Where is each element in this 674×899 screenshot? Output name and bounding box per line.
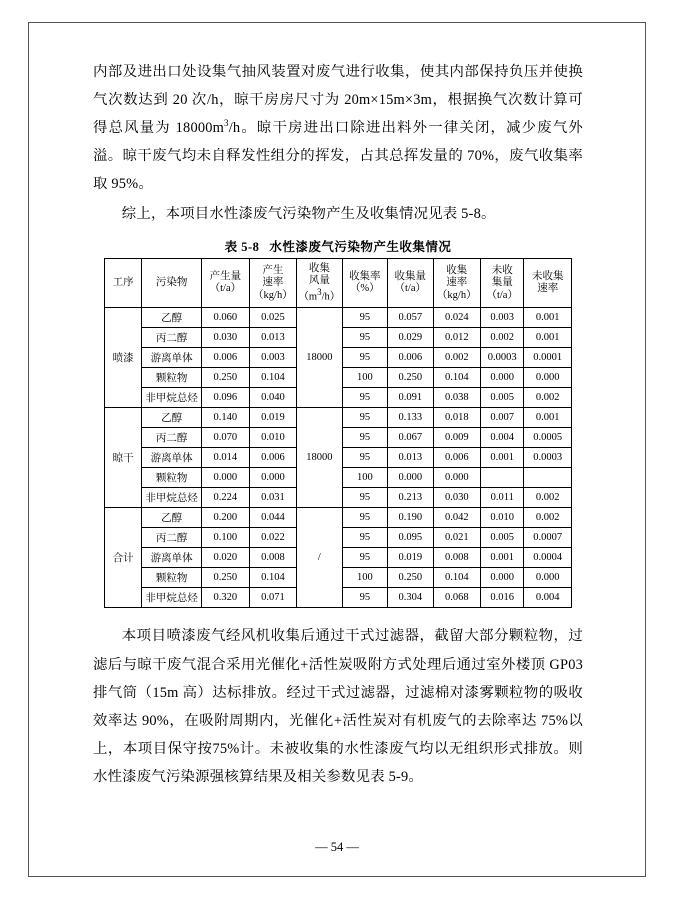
paragraph-3: 本项目喷漆废气经风机收集后通过干式过滤器，截留大部分颗粒物，过滤后与晾干废气混合采用光催化+活性炭吸附方式处理后通过室外楼顶 GP03 排气筒（15m 高）达标排放。经过干式过滤器，过滤棉对漆雾颗粒物的吸收效率达 90%，在吸附周期内，光催化+活性炭对有机废气的去除率达 75%以上，本项目保守按75%计。未被收集的水性漆废气均以无组织形式排放。则水性漆废气污染源强核算结果及相关参数见表 5-9。 — [93, 628, 583, 785]
table-cell-uncollect-amount: 0.001 — [481, 448, 524, 468]
table-cell-collect-rate: 0.104 — [433, 368, 481, 388]
table-cell-collect-rate: 0.021 — [433, 528, 481, 548]
table-cell-collect-rate: 0.042 — [433, 508, 481, 528]
table-cell-uncollect-rate: 0.001 — [524, 308, 572, 328]
table-cell-gen-rate: 0.019 — [249, 408, 297, 428]
table-cell-pollutant: 非甲烷总烃 — [142, 588, 202, 608]
table-cell-collect-rate: 0.030 — [433, 488, 481, 508]
table-cell-pollutant: 非甲烷总烃 — [142, 488, 202, 508]
header-pollutant: 污染物 — [142, 259, 202, 308]
table-cell-gen-amount: 0.096 — [202, 388, 250, 408]
table-cell-process: 晾干 — [105, 408, 142, 508]
table-cell-uncollect-rate: 0.002 — [524, 508, 572, 528]
table-caption — [93, 237, 583, 255]
table-cell-pollutant: 颗粒物 — [142, 368, 202, 388]
table-cell-uncollect-rate: 0.000 — [524, 568, 572, 588]
table-cell-pollutant: 非甲烷总烃 — [142, 388, 202, 408]
table-cell-uncollect-amount: 0.003 — [481, 308, 524, 328]
table-cell-pollutant: 丙二醇 — [142, 428, 202, 448]
table-cell-gen-amount: 0.014 — [202, 448, 250, 468]
table-cell-uncollect-amount: 0.005 — [481, 388, 524, 408]
header-gen-rate: 产生 速率 （kg/h） — [249, 259, 297, 308]
table-cell-gen-amount: 0.006 — [202, 348, 250, 368]
table-cell-gen-amount: 0.224 — [202, 488, 250, 508]
table-cell-collect-ratio: 95 — [342, 548, 387, 568]
table-cell-pollutant: 乙醇 — [142, 408, 202, 428]
header-gen-amount: 产生量 （t/a） — [202, 259, 250, 308]
table-cell-airflow: 18000 — [297, 408, 342, 508]
table-cell-collect-ratio: 95 — [342, 508, 387, 528]
header-process: 工序 — [105, 259, 142, 308]
table-cell-collect-ratio: 95 — [342, 448, 387, 468]
table-cell-gen-rate: 0.008 — [249, 548, 297, 568]
table-cell-pollutant: 颗粒物 — [142, 468, 202, 488]
table-cell-collect-amount: 0.057 — [388, 308, 433, 328]
table-cell-collect-ratio: 95 — [342, 488, 387, 508]
table-cell-collect-rate: 0.038 — [433, 388, 481, 408]
table-cell-collect-ratio: 95 — [342, 408, 387, 428]
table-cell-gen-amount: 0.020 — [202, 548, 250, 568]
table-cell-collect-rate: 0.024 — [433, 308, 481, 328]
table-cell-process: 合计 — [105, 508, 142, 608]
table-cell-collect-ratio: 95 — [342, 428, 387, 448]
table-cell-uncollect-amount: 0.004 — [481, 428, 524, 448]
table-cell-gen-amount: 0.200 — [202, 508, 250, 528]
table-cell-collect-amount: 0.019 — [388, 548, 433, 568]
table-label: 表 5-8 — [224, 240, 260, 255]
table-cell-uncollect-amount: 0.011 — [481, 488, 524, 508]
table-cell-collect-ratio: 100 — [342, 368, 387, 388]
table-cell-collect-amount: 0.006 — [388, 348, 433, 368]
table-cell-gen-rate: 0.031 — [249, 488, 297, 508]
table-cell-gen-amount: 0.000 — [202, 468, 250, 488]
table-body — [105, 308, 572, 608]
header-uncollect-amount: 未收 集量 （t/a） — [481, 259, 524, 308]
table-cell-gen-rate: 0.104 — [249, 368, 297, 388]
emission-table — [104, 258, 572, 608]
table-cell-collect-rate: 0.008 — [433, 548, 481, 568]
table-cell-uncollect-rate: 0.0003 — [524, 448, 572, 468]
table-cell-uncollect-rate: 0.001 — [524, 408, 572, 428]
table-cell-gen-amount: 0.030 — [202, 328, 250, 348]
table-cell-collect-ratio: 100 — [342, 568, 387, 588]
table-cell-pollutant: 游离单体 — [142, 548, 202, 568]
table-cell-collect-rate: 0.104 — [433, 568, 481, 588]
header-collect-ratio: 收集率 （%） — [342, 259, 387, 308]
table-cell-uncollect-amount: 0.010 — [481, 508, 524, 528]
table-cell-collect-amount: 0.133 — [388, 408, 433, 428]
page-content — [93, 58, 583, 793]
table-cell-uncollect-amount: 0.016 — [481, 588, 524, 608]
table-cell-uncollect-amount — [481, 468, 524, 488]
table-cell-gen-amount: 0.060 — [202, 308, 250, 328]
table-cell-uncollect-rate — [524, 468, 572, 488]
table-cell-pollutant: 乙醇 — [142, 308, 202, 328]
table-cell-collect-ratio: 100 — [342, 468, 387, 488]
table-cell-uncollect-amount: 0.007 — [481, 408, 524, 428]
header-collect-rate: 收集 速率 （kg/h） — [433, 259, 481, 308]
table-cell-collect-amount: 0.304 — [388, 588, 433, 608]
table-cell-uncollect-rate: 0.002 — [524, 488, 572, 508]
table-cell-gen-rate: 0.040 — [249, 388, 297, 408]
table-cell-gen-amount: 0.140 — [202, 408, 250, 428]
table-cell-uncollect-amount: 0.002 — [481, 328, 524, 348]
table-cell-gen-amount: 0.320 — [202, 588, 250, 608]
table-cell-collect-ratio: 95 — [342, 328, 387, 348]
table-cell-airflow: 18000 — [297, 308, 342, 408]
table-cell-uncollect-amount: 0.001 — [481, 548, 524, 568]
table-cell-gen-rate: 0.006 — [249, 448, 297, 468]
table-cell-collect-amount: 0.013 — [388, 448, 433, 468]
table-cell-uncollect-rate: 0.0007 — [524, 528, 572, 548]
table-cell-gen-rate: 0.000 — [249, 468, 297, 488]
page-number: — 54 — — [315, 840, 359, 854]
table-cell-gen-amount: 0.250 — [202, 568, 250, 588]
table-cell-uncollect-rate: 0.001 — [524, 328, 572, 348]
table-cell-pollutant: 游离单体 — [142, 348, 202, 368]
table-cell-uncollect-rate: 0.0001 — [524, 348, 572, 368]
table-cell-collect-amount: 0.213 — [388, 488, 433, 508]
table-cell-collect-amount: 0.250 — [388, 568, 433, 588]
table-cell-collect-rate: 0.009 — [433, 428, 481, 448]
table-cell-uncollect-amount: 0.000 — [481, 368, 524, 388]
table-cell-gen-amount: 0.100 — [202, 528, 250, 548]
table-cell-uncollect-rate: 0.0005 — [524, 428, 572, 448]
table-cell-gen-rate: 0.022 — [249, 528, 297, 548]
table-cell-collect-amount: 0.095 — [388, 528, 433, 548]
table-cell-collect-amount: 0.091 — [388, 388, 433, 408]
table-title-text: 水性漆废气污染物产生收集情况 — [269, 240, 452, 255]
table-cell-collect-amount: 0.190 — [388, 508, 433, 528]
table-cell-process: 喷漆 — [105, 308, 142, 408]
table-cell-collect-amount: 0.029 — [388, 328, 433, 348]
table-cell-collect-amount: 0.067 — [388, 428, 433, 448]
table-cell-uncollect-rate: 0.002 — [524, 388, 572, 408]
table-cell-gen-rate: 0.044 — [249, 508, 297, 528]
table-row — [105, 308, 572, 328]
table-cell-collect-amount: 0.000 — [388, 468, 433, 488]
table-cell-collect-rate: 0.002 — [433, 348, 481, 368]
table-row — [105, 508, 572, 528]
table-cell-pollutant: 游离单体 — [142, 448, 202, 468]
table-cell-collect-ratio: 95 — [342, 308, 387, 328]
table-cell-collect-ratio: 95 — [342, 388, 387, 408]
table-cell-pollutant: 丙二醇 — [142, 328, 202, 348]
table-cell-collect-rate: 0.012 — [433, 328, 481, 348]
table-cell-gen-rate: 0.071 — [249, 588, 297, 608]
table-cell-collect-ratio: 95 — [342, 348, 387, 368]
paragraph-2: 综上，本项目水性漆废气污染物产生及收集情况见表 5-8。 — [121, 206, 496, 223]
header-collect-amount: 收集量 （t/a） — [388, 259, 433, 308]
table-cell-pollutant: 颗粒物 — [142, 568, 202, 588]
table-header-row — [105, 259, 572, 308]
table-cell-gen-amount: 0.250 — [202, 368, 250, 388]
table-cell-pollutant: 丙二醇 — [142, 528, 202, 548]
table-cell-airflow: / — [297, 508, 342, 608]
table-cell-uncollect-rate: 0.0004 — [524, 548, 572, 568]
table-cell-gen-rate: 0.010 — [249, 428, 297, 448]
table-cell-gen-rate: 0.025 — [249, 308, 297, 328]
table-cell-gen-amount: 0.070 — [202, 428, 250, 448]
header-uncollect-rate: 未收集 速率 — [524, 259, 572, 308]
table-cell-gen-rate: 0.013 — [249, 328, 297, 348]
table-cell-uncollect-amount: 0.0003 — [481, 348, 524, 368]
table-cell-gen-rate: 0.003 — [249, 348, 297, 368]
table-cell-uncollect-rate: 0.000 — [524, 368, 572, 388]
table-cell-collect-rate: 0.018 — [433, 408, 481, 428]
table-cell-collect-amount: 0.250 — [388, 368, 433, 388]
table-cell-uncollect-amount: 0.000 — [481, 568, 524, 588]
table-cell-collect-ratio: 95 — [342, 528, 387, 548]
table-cell-collect-ratio: 95 — [342, 588, 387, 608]
table-cell-collect-rate: 0.006 — [433, 448, 481, 468]
table-cell-uncollect-amount: 0.005 — [481, 528, 524, 548]
table-cell-pollutant: 乙醇 — [142, 508, 202, 528]
table-cell-collect-rate: 0.068 — [433, 588, 481, 608]
table-row — [105, 408, 572, 428]
table-cell-uncollect-rate: 0.004 — [524, 588, 572, 608]
table-cell-collect-rate: 0.000 — [433, 468, 481, 488]
table-cell-gen-rate: 0.104 — [249, 568, 297, 588]
paragraph-1: 内部及进出口处设集气抽风装置对废气进行收集，使其内部保持负压并使换气次数达到 20 次/h，晾干房房尺寸为 20m×15m×3m，根据换气次数计算可得总风量为 $18000m^3/h$。晾干房进出口除进出料外一律关闭，减少废气外溢。晾干废气均未自释发性组分的挥发，占其总挥发量的 70%，废气收集率取 95%。 — [93, 64, 583, 193]
header-airflow: 收集 风量 $(m^3/h)$ — [297, 259, 342, 308]
